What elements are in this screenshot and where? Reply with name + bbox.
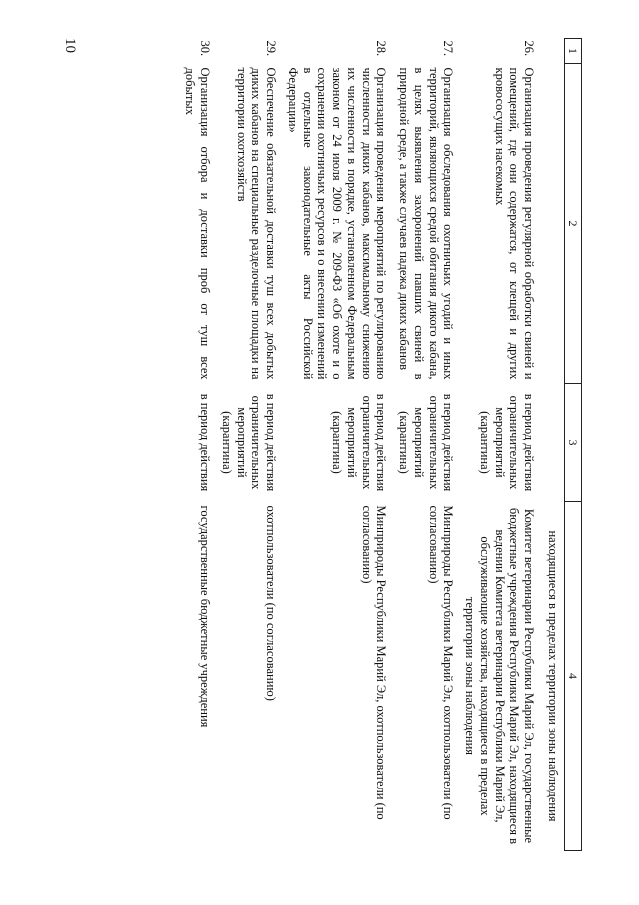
row-number: 27. [441, 40, 456, 57]
measure-period: в период действия ограничительных мероприятий (карантина) [397, 393, 456, 492]
table-row [390, 39, 457, 851]
row-number: 26. [522, 40, 537, 57]
measure-period: в период действия ограничительных мероприятий (карантина) [478, 393, 537, 492]
measure-description: Обеспечение обязательной доставки туш всех добытых диких кабанов на специальные разделочные площадки на территории охотхозяйств [234, 67, 279, 380]
measure-period: в период действия ограничительных мероприятий (карантина) [330, 393, 389, 492]
table-row [279, 39, 389, 851]
table-row [213, 39, 279, 851]
table-row [457, 39, 538, 851]
table-row [177, 39, 214, 851]
measure-responsible: государственные бюджетные учреждения [198, 505, 213, 728]
measure-responsible: Комитет ветеринарии Республики Марий Эл, государственные бюджетные учреждения Республики Марий Эл, находящиеся в ведении Комитета ветеринарии Республики Марий Эл, обслуживающие хозяйства, находящиеся в пределах территории зоны наблюдения [463, 507, 537, 845]
continuation-text: находящиеся в пределах территории зоны наблюдения [546, 530, 560, 822]
row-number: 28. [374, 40, 389, 57]
header-col-4: 4 [565, 502, 582, 851]
measure-description: Организация отбора и доставки проб от туш всех добытых [183, 67, 213, 380]
measure-description: Организация проведения регулярной обработки свиней и помещений, где они содержатся, от клещей и других кровососущих насекомых [492, 67, 537, 380]
measure-description: Организация обследования охотничьих угодий и иных территорий, являющихся средой обитания дикого кабана, в целях выявления захоронений павших свиней в природной среде, а также случаев падежа диких кабанов [397, 67, 456, 380]
measure-description: Организация проведения мероприятий по регулированию численности диких кабанов, максимальному снижению их численности в порядке, установленном Федеральным законом от 24 июля 2009 г. № 209-ФЗ «Об охоте и о сохранении охотничьих ресурсов и о внесении изменений в отдельные законодательные акты Российской Федерации» [286, 67, 389, 380]
measure-responsible: Минприроды Республики Марий Эл, охотпользователи (по согласованию) [359, 505, 389, 820]
page-number: 10 [62, 38, 78, 53]
header-col-3: 3 [565, 384, 582, 502]
measure-responsible: охотпользователи (по согласованию) [264, 505, 279, 701]
continuation-row [537, 39, 564, 851]
header-col-1: 1 [565, 39, 582, 64]
measure-period: в период действия [198, 393, 213, 492]
measure-period: в период действия ограничительных мероприятий (карантина) [220, 393, 279, 492]
measure-responsible: Минприроды Республики Марий Эл, охотпользователи (по согласованию) [426, 505, 456, 820]
header-row [565, 39, 582, 851]
header-col-2: 2 [565, 64, 582, 384]
row-number: 29. [264, 40, 279, 57]
rotated-table-container [112, 38, 582, 850]
measures-table [177, 38, 582, 851]
row-number: 30. [198, 40, 213, 57]
